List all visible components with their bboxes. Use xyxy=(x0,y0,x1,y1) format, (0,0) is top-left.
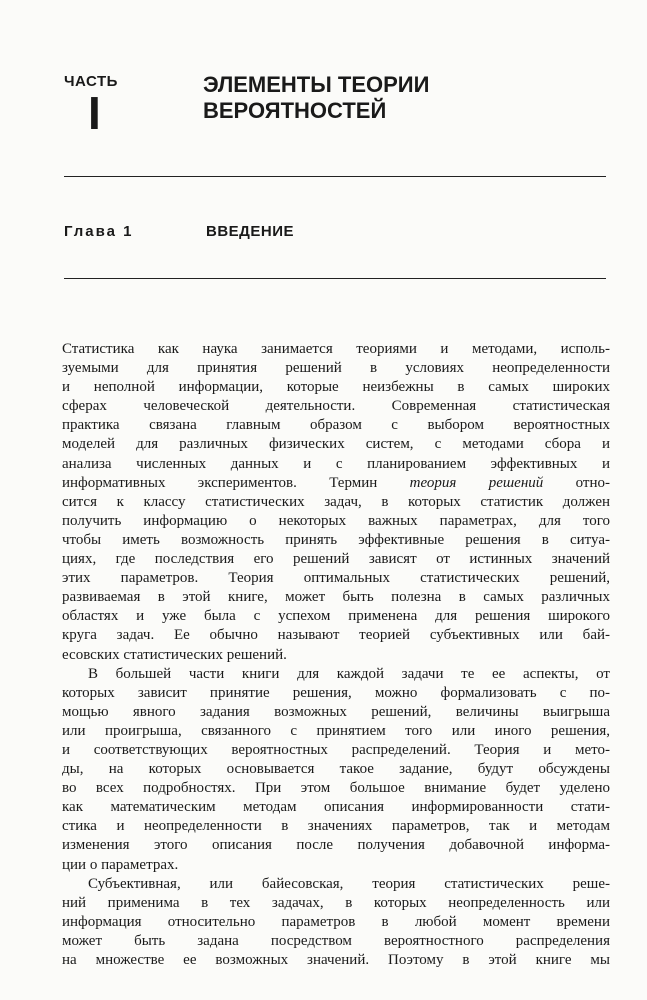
text-line: во всех подробностях. При этом большое внимание будет уделено xyxy=(62,780,610,797)
text-line: чтобы иметь возможность принять эффективные решения в ситуа- xyxy=(62,531,610,548)
text-line: зуемыми для принятия решений в условиях неопределенности xyxy=(62,360,610,377)
text-line: этих параметров. Теория оптимальных статистических решений, xyxy=(62,570,610,587)
text-line: практика связана главным образом с выбором вероятностных xyxy=(62,417,610,434)
divider-rule xyxy=(64,278,606,279)
text-line: изменения этого описания после получения добавочной информа- xyxy=(62,837,610,854)
emphasized-term: теория решений xyxy=(409,474,544,491)
text-line xyxy=(62,474,610,493)
text-line: стика и неопределенности в значениях параметров, так и методам xyxy=(62,818,610,835)
text-line: ции о параметрах. xyxy=(62,856,179,873)
part-numeral: I xyxy=(88,87,101,139)
text-line: как математическим методам описания информированности стати- xyxy=(62,799,610,816)
part-label: ЧАСТЬ xyxy=(64,73,118,90)
chapter-label: Глава 1 xyxy=(64,223,134,240)
part-title xyxy=(203,72,583,124)
text-line: циях, где последствия его решений зависят от истинных значений xyxy=(62,551,610,568)
text-line: ний применима в тех задачах, в которых неопределенность или xyxy=(62,894,610,911)
text-line: и соответствующих вероятностных распределений. Теория и мето- xyxy=(62,741,610,758)
text-line: круга задач. Ее обычно называют теорией субъективных или бай- xyxy=(62,627,610,644)
text-line: моделей для различных физических систем, с методами сбора и xyxy=(62,436,610,453)
text-line: или проигрыша, связанного с принятием того или иного решения, xyxy=(62,722,610,739)
text-line: информация относительно параметров в любой момент времени xyxy=(62,913,610,930)
text-line: есовских статистических решений. xyxy=(62,646,287,663)
body-text xyxy=(62,340,610,970)
text-segment: информативных экспериментов. Термин xyxy=(62,474,378,491)
chapter-title: ВВЕДЕНИЕ xyxy=(206,223,294,240)
text-line: может быть задана посредством вероятностного распределения xyxy=(62,932,610,949)
text-line: мощью явного задания возможных решений, величины выигрыша xyxy=(62,703,610,720)
divider-rule xyxy=(64,176,606,177)
text-line: В большей части книги для каждой задачи те ее аспекты, от xyxy=(88,665,610,682)
text-line: и неполной информации, которые неизбежны в самых широких xyxy=(62,379,610,396)
part-title-line: ЭЛЕМЕНТЫ ТЕОРИИ xyxy=(203,72,430,97)
text-line: Субъективная, или байесовская, теория статистических реше- xyxy=(88,875,610,892)
text-segment: отно- xyxy=(575,474,610,491)
text-line: развиваемая в этой книге, может быть полезна в самых различных xyxy=(62,589,610,606)
text-line: анализа численных данных и с планированием эффективных и xyxy=(62,455,610,472)
text-line: сится к классу статистических задач, в которых статистик должен xyxy=(62,493,610,510)
text-line: ды, на которых основывается такое задание, будут обсуждены xyxy=(62,761,610,778)
text-line: получить информацию о некоторых важных параметрах, для того xyxy=(62,512,610,529)
text-line: которых зависит принятие решения, можно формализовать с по- xyxy=(62,684,610,701)
part-title-line: ВЕРОЯТНОСТЕЙ xyxy=(203,98,387,123)
text-line: областях и уже была с успехом применена для решения широкого xyxy=(62,608,610,625)
text-line: сферах человеческой деятельности. Современная статистическая xyxy=(62,398,610,415)
text-line: на множестве ее возможных значений. Поэтому в этой книге мы xyxy=(62,952,610,968)
text-line: Статистика как наука занимается теориями и методами, исполь- xyxy=(62,341,610,357)
